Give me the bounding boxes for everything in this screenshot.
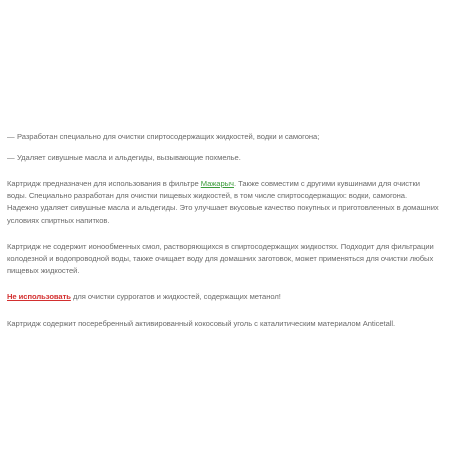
paragraph-text: Картридж не содержит ионообменных смол, растворяющихся в спиртосодержащих жидкостях. Подходит для фильтрации колодезной и водопроводной воды, также очищает воду для домашних заготовок, может применяться для очистки любых пищевых жидкостей. <box>7 241 434 276</box>
feature-text: Разработан специально для очистки спиртосодержащих жидкостей, водки и самогона; <box>17 132 320 141</box>
product-description <box>7 131 439 344</box>
feature-text: Удаляет сивушные масла и альдегиды, вызывающие похмелье. <box>17 152 241 162</box>
feature-list <box>7 131 439 164</box>
description-paragraph-4 <box>7 318 439 330</box>
paragraph-text: . Также совместим с другими кувшинами для очистки воды. Специально разработан для очистки пищевых жидкостей, в том числе спиртосодержащих: водки, самогона. Надежно удаляет сивушные масла и альдегиды. Это улучшает вкусовые качество покупных и приготовленных в домашних условиях спиртных напитков. <box>7 178 439 225</box>
paragraph-text: Картридж предназначен для использования в фильтре <box>7 178 201 188</box>
warning-text: Не использовать <box>7 292 71 302</box>
description-paragraph-2 <box>7 241 439 278</box>
feature-item-1 <box>7 131 439 143</box>
warning-paragraph <box>7 291 439 303</box>
paragraph-text: Картридж содержит посеребренный активированный кокосовый уголь с каталитическим материалом Anticetall. <box>7 318 396 328</box>
feature-item-2 <box>7 152 439 164</box>
dash-marker: — <box>7 152 15 162</box>
paragraph-text: для очистки суррогатов и жидкостей, содержащих метанол! <box>70 292 281 302</box>
dash-marker: — <box>7 132 15 141</box>
filter-link[interactable]: Мажарыч <box>200 178 234 188</box>
description-paragraph-1 <box>7 178 439 227</box>
